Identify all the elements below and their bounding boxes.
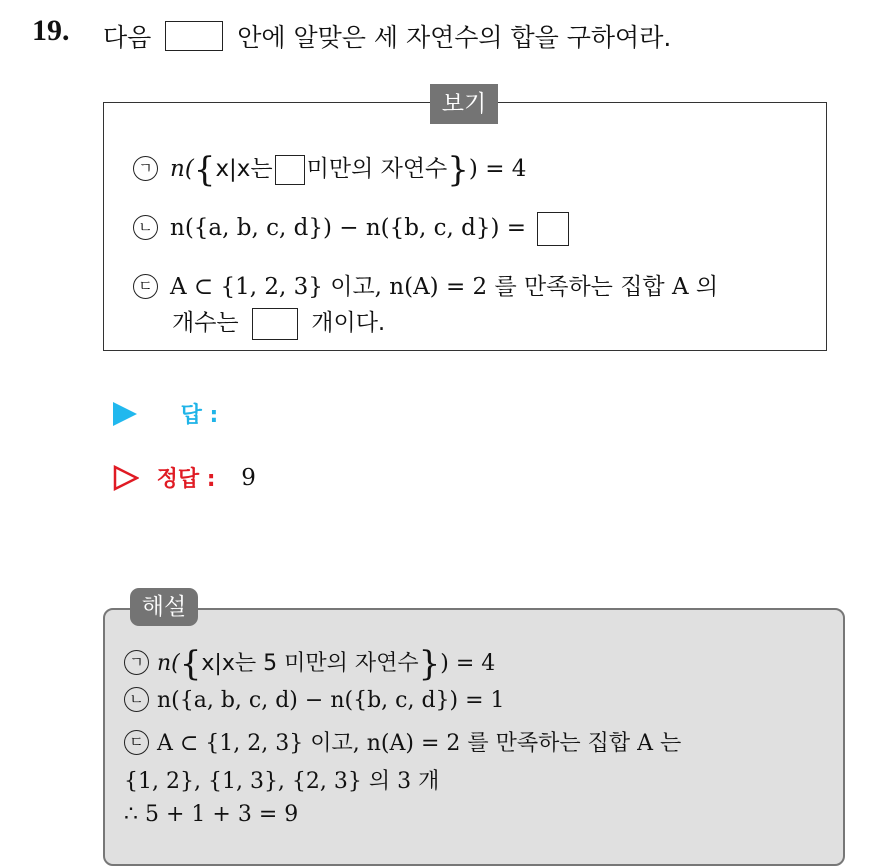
bogi-item-3-line2-after: 개이다. [311,310,386,336]
question-text [103,18,671,54]
solution-line-4: {1, 2}, {1, 3}, {2, 3} 의 3 개 [124,769,440,794]
solution-line-1-brace-right: } [418,644,441,684]
bogi-label: 보기 [430,84,498,124]
bogi-item-1-blank [275,155,305,185]
play-triangle-icon [113,402,137,426]
circled-marker-digeut: ㄷ [133,274,158,299]
outline-triangle-icon [113,465,139,491]
solution-line-1-body: x|x는 5 미만의 자연수 [201,651,419,676]
bogi-item-2-blank [537,212,569,246]
solution-line-1-end: ) = 4 [440,651,496,676]
bogi-item-1-set: x|x는 [215,156,273,182]
solution-line-1-brace-left: { [179,644,202,684]
bogi-item-1-post: 미만의 자연수 [306,156,448,182]
circled-marker-nieun: ㄴ [124,687,149,712]
bogi-item-3-line2-before: 개수는 [172,310,239,336]
solution-line-2 [124,688,505,714]
bogi-item-3-line1: A ⊂ {1, 2, 3} 이고, n(A) = 2 를 만족하는 집합 A 의 [170,274,719,300]
solution-line-3-text: A ⊂ {1, 2, 3} 이고, n(A) = 2 를 만족하는 집합 A 는 [157,731,682,756]
bogi-item-3 [133,268,718,301]
bogi-item-3-blank [252,308,298,340]
solution-line-1-pre: n( [157,651,180,676]
answer-label: 답 : [180,403,219,428]
bogi-item-2 [133,212,569,246]
bogi-item-1-pre: n( [170,156,194,182]
solution-line-1 [124,644,496,684]
bogi-item-1 [133,150,527,190]
solution-line-2-text: n({a, b, c, d) − n({b, c, d}) = 1 [157,688,505,713]
circled-marker-giyeok: ㄱ [124,650,149,675]
question-text-before: 다음 [103,23,152,52]
correct-answer-label: 정답 : [156,467,216,492]
circled-marker-giyeok: ㄱ [133,156,158,181]
correct-answer-value: 9 [241,464,256,491]
bogi-item-1-brace-left: { [193,150,216,190]
solution-line-3 [124,726,681,757]
question-text-after: 안에 알맞은 세 자연수의 합을 구하여라. [237,23,672,52]
circled-marker-nieun: ㄴ [133,215,158,240]
bogi-item-1-brace-right: } [447,150,469,190]
question-number: 19. [32,14,70,47]
bogi-item-2-expr: n({a, b, c, d}) − n({b, c, d}) = [170,215,527,241]
correct-answer-row [113,462,256,493]
solution-label: 해설 [130,588,198,626]
answer-row [113,398,218,429]
bogi-item-3-line2 [172,304,385,340]
circled-marker-digeut: ㄷ [124,730,149,755]
solution-line-5: ∴ 5 + 1 + 3 = 9 [124,802,299,827]
bogi-item-1-end: ) = 4 [468,156,527,182]
answer-blank [165,21,223,51]
